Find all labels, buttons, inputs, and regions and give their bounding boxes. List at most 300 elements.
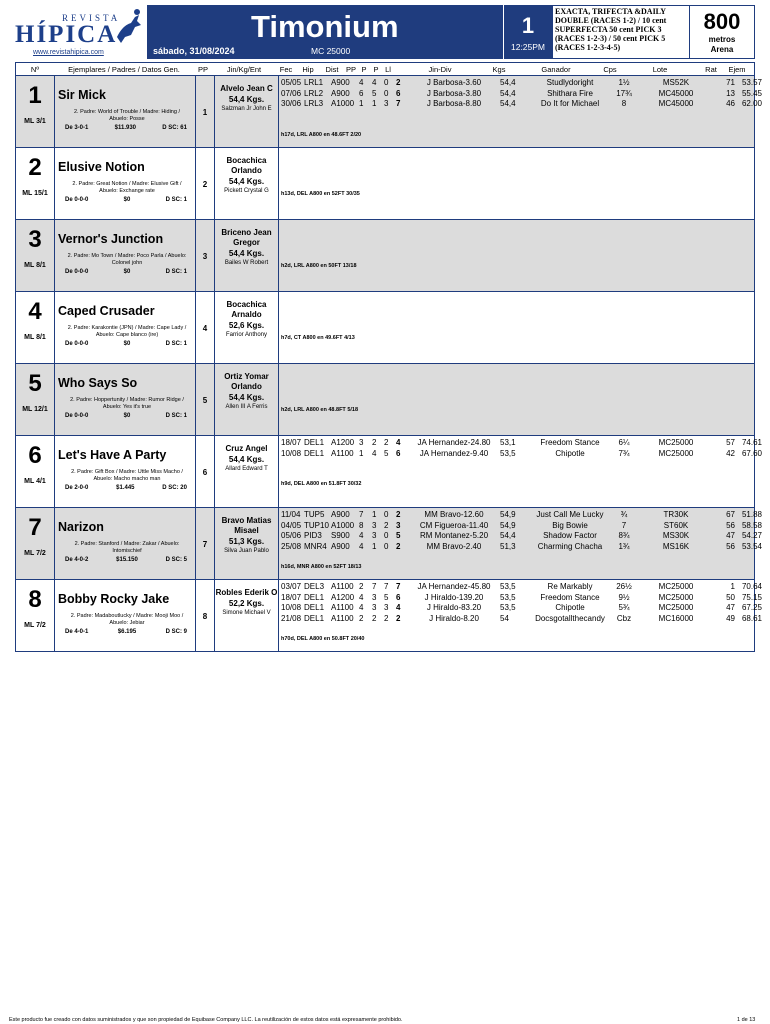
- past-jdiv: MM Bravo-2.40: [426, 541, 482, 551]
- horse-jockey-icon: [113, 7, 145, 47]
- past-ejem: 58.58: [741, 520, 762, 530]
- past-ejem: 67.60: [741, 448, 762, 458]
- starts-record: De 0-0-0: [65, 269, 89, 275]
- past-p1: 3: [372, 531, 377, 540]
- past-ejem: 67.25: [741, 603, 762, 612]
- earnings: $11.930: [114, 125, 136, 131]
- past-performances: [279, 148, 754, 219]
- past-fec: 05/06: [281, 531, 302, 540]
- footer-disclaimer: Este producto fue creado con datos suministrados y que son propiedad de Equibase Company LLC. La reutilización de estos datos está expresamente prohibido.: [9, 1017, 403, 1023]
- days-since: D SC: 1: [165, 413, 187, 419]
- past-fec: 21/08: [281, 613, 302, 623]
- pedigree: 2. Padre: Hoppertunity / Madre: Rumor Ridge / Abuelo: Yes it's true: [70, 397, 184, 410]
- past-jdiv: J Barbosa-3.60: [426, 78, 482, 87]
- past-performance-line: [279, 99, 762, 109]
- past-pp: 3: [359, 438, 364, 447]
- past-hip: DEL1: [304, 603, 325, 612]
- workout-line: h17d, LRL A800 en 48.6FT 2/20: [281, 132, 362, 138]
- distance-unit: metros: [708, 35, 736, 44]
- distance-box: [690, 5, 755, 59]
- past-kgs: 53,5: [500, 582, 516, 591]
- past-gan: Shadow Factor: [543, 531, 597, 540]
- entry-row: [15, 364, 755, 436]
- logo-main-text: HÍPICA: [15, 21, 118, 48]
- days-since: D SC: 9: [165, 629, 187, 635]
- horse-name: Vernor's Junction: [58, 232, 164, 246]
- past-jdiv: J Hiraldo-83.20: [426, 603, 482, 612]
- career-stats: [65, 629, 187, 635]
- morning-line: ML 3/1: [24, 118, 46, 125]
- past-jdiv: CM Figueroa-11.40: [419, 520, 489, 530]
- past-rat: 56: [726, 520, 735, 530]
- program-number-cell: [16, 508, 55, 579]
- past-ll: 2: [396, 613, 401, 623]
- past-ll: 3: [396, 520, 401, 530]
- past-performance-line: [279, 582, 762, 592]
- past-p1: 4: [372, 78, 377, 87]
- program-number: 6: [28, 442, 42, 469]
- starts-record: De 0-0-0: [65, 197, 89, 203]
- past-fec: 04/05: [281, 520, 302, 530]
- program-number-cell: [16, 580, 55, 651]
- past-p2: 5: [384, 592, 389, 602]
- past-p2: 0: [384, 531, 389, 540]
- past-fec: 10/08: [281, 448, 302, 458]
- past-hip: DEL1: [304, 613, 325, 623]
- pedigree: 2. Padre: Karakontie (JPN) / Madre: Cape Lady / Abuelo: Cape blanco (ire): [67, 325, 187, 338]
- earnings: $6.195: [117, 629, 137, 635]
- workout-line: h9d, DEL A800 en 51.8FT 30/32: [281, 481, 362, 487]
- days-since: D SC: 61: [162, 125, 187, 131]
- col-p2: P: [373, 65, 379, 74]
- past-fec: 18/07: [281, 592, 302, 602]
- past-kgs: 54,4: [500, 531, 516, 540]
- morning-line: ML 4/1: [24, 478, 46, 485]
- col-pp2: PP: [345, 65, 356, 74]
- past-performances: [279, 364, 754, 435]
- career-stats: [65, 557, 187, 563]
- program-number: 5: [28, 370, 42, 397]
- past-p2: 3: [384, 603, 389, 612]
- past-ll: 4: [396, 438, 401, 447]
- past-hip: MNR4: [304, 541, 327, 551]
- col-ejem: Ejem: [728, 65, 746, 74]
- past-dist: A1200: [331, 592, 355, 602]
- carried-weight: 54,4 Kgs.: [228, 249, 265, 258]
- past-kgs: 54,9: [500, 510, 516, 519]
- wagering-info: EXACTA, TRIFECTA &DAILY DOUBLE (RACES 1-2) / 10 cent SUPERFECTA 50 cent PICK 3 (RACES 1-2-3) / 50 cent PICK 5 (RACES 1-2-3-4-5): [552, 5, 690, 59]
- col-cps: Cps: [603, 65, 617, 74]
- past-kgs: 53,5: [500, 603, 516, 612]
- carried-weight: 52,2 Kgs.: [228, 599, 265, 608]
- logo-url-link[interactable]: www.revistahipica.com: [33, 49, 104, 56]
- program-number: 2: [28, 154, 42, 181]
- past-performances: [279, 436, 762, 507]
- past-ejem: 62.00: [741, 99, 762, 108]
- past-rat: 47: [726, 531, 735, 540]
- starts-record: De 2-0-0: [65, 485, 89, 491]
- jockey-name: Cruz Angel: [225, 444, 268, 453]
- post-position-cell: [196, 508, 215, 579]
- past-gan: Freedom Stance: [540, 438, 600, 447]
- past-ejem: 70.64: [741, 582, 762, 591]
- workout-line: h70d, DEL A800 en 50.8FT 20/40: [281, 636, 365, 642]
- past-p1: 3: [372, 592, 377, 602]
- past-gan: Chipotle: [555, 603, 585, 612]
- past-jdiv: RM Montanez-5.20: [419, 531, 489, 540]
- post-position: 2: [202, 180, 208, 189]
- past-p2: 2: [384, 613, 389, 623]
- jockey-cell: [215, 436, 279, 507]
- past-p1: 4: [372, 448, 377, 458]
- past-p2: 7: [384, 582, 389, 591]
- past-lote: MC25000: [658, 438, 694, 447]
- past-performance-line: [279, 613, 762, 624]
- past-performances: [279, 292, 754, 363]
- past-ejem: 51.88: [741, 510, 762, 519]
- col-kgs: Kgs: [492, 65, 506, 74]
- col-ll: Ll: [385, 65, 391, 74]
- program-number: 8: [28, 586, 42, 613]
- col-dist: Dist: [325, 65, 339, 74]
- past-gan: Just Call Me Lucky: [536, 510, 604, 519]
- post-position-cell: [196, 292, 215, 363]
- program-number: 7: [28, 514, 42, 541]
- past-hip: DEL1: [304, 592, 325, 602]
- past-cps: 7: [621, 520, 627, 530]
- horse-name: Elusive Notion: [58, 160, 145, 174]
- past-ejem: 53.54: [741, 541, 762, 551]
- starts-record: De 4-0-1: [65, 629, 89, 635]
- post-position: 7: [202, 540, 208, 549]
- past-performance-line: [279, 603, 762, 613]
- col-lote: Lote: [652, 65, 668, 74]
- past-performances: [279, 76, 762, 147]
- earnings: $1.445: [116, 485, 135, 491]
- horse-cell: [55, 76, 196, 147]
- past-dist: A1100: [331, 448, 354, 458]
- past-p2: 0: [384, 541, 389, 551]
- horse-cell: [55, 436, 196, 507]
- career-stats: [65, 341, 187, 347]
- past-cps: 8¾: [618, 531, 630, 540]
- past-rat: 71: [726, 78, 735, 87]
- program-number-cell: [16, 292, 55, 363]
- post-time: 12:25PM: [510, 42, 546, 52]
- past-pp: 1: [359, 99, 364, 108]
- jockey-name: Bravo Matias Misael: [221, 516, 272, 535]
- past-p1: 3: [372, 520, 377, 530]
- past-cps: 1¾: [618, 541, 630, 551]
- past-jdiv: J Barbosa-3.80: [426, 88, 482, 98]
- past-ll: 5: [396, 531, 401, 540]
- carried-weight: 54,4 Kgs.: [228, 393, 265, 402]
- past-performances: [279, 508, 762, 579]
- past-lote: MC25000: [658, 603, 694, 612]
- workout-line: h2d, LRL A800 en 48.8FT 5/18: [281, 407, 359, 413]
- past-pp: 8: [359, 520, 364, 530]
- past-p2: 2: [384, 438, 389, 447]
- earnings: $15.150: [116, 557, 138, 563]
- distance-value: 800: [703, 9, 741, 34]
- horse-cell: [55, 292, 196, 363]
- carried-weight: 54,4 Kgs.: [228, 455, 265, 464]
- past-jdiv: J Hiraldo-8.20: [429, 613, 479, 623]
- post-position-cell: [196, 220, 215, 291]
- past-pp: 2: [359, 613, 364, 623]
- past-performance-line: [279, 531, 762, 541]
- program-number: 4: [28, 298, 42, 325]
- jockey-cell: [215, 292, 279, 363]
- workout-line: h16d, MNR A800 en 52FT 18/13: [281, 564, 362, 570]
- past-pp: 1: [359, 448, 364, 458]
- workout-line: h7d, CT A800 en 49.6FT 4/13: [281, 335, 355, 341]
- past-fec: 03/07: [281, 582, 302, 591]
- program-number: 1: [28, 82, 42, 109]
- days-since: D SC: 1: [165, 269, 187, 275]
- jockey-name: Ortiz Yomar Orlando: [224, 372, 269, 391]
- jockey-cell: [215, 148, 279, 219]
- morning-line: ML 15/1: [22, 190, 48, 197]
- starts-record: De 0-0-0: [65, 413, 89, 419]
- past-cps: 26½: [616, 582, 632, 591]
- post-position-cell: [196, 148, 215, 219]
- past-gan: Shithara Fire: [547, 88, 593, 98]
- past-jdiv: JA Hernandez-45.80: [417, 582, 491, 591]
- race-conditions: MC 25000: [311, 46, 351, 56]
- past-lote: MS52K: [662, 78, 690, 87]
- carried-weight: 51,3 Kgs.: [228, 537, 265, 546]
- past-hip: DEL1: [304, 438, 325, 447]
- earnings: $0: [123, 269, 131, 275]
- program-number-cell: [16, 220, 55, 291]
- past-lote: MS30K: [662, 531, 690, 540]
- past-cps: 7¾: [618, 448, 630, 458]
- entry-row: [15, 148, 755, 220]
- horse-name: Narizon: [58, 520, 104, 534]
- past-dist: A1100: [331, 582, 354, 591]
- past-performance-line: [279, 448, 762, 459]
- past-pp: 4: [359, 531, 364, 540]
- past-hip: PID3: [304, 531, 322, 540]
- horse-cell: [55, 580, 196, 651]
- jockey-cell: [215, 508, 279, 579]
- past-ll: 4: [396, 603, 401, 612]
- past-fec: 11/04: [281, 510, 301, 519]
- program-number: 3: [28, 226, 42, 253]
- past-rat: 1: [730, 582, 735, 591]
- trainer-name: Farrior Anthony: [225, 332, 268, 338]
- entry-row: [15, 220, 755, 292]
- horse-name: Bobby Rocky Jake: [58, 592, 170, 606]
- past-p1: 1: [372, 99, 377, 108]
- past-hip: TUP10: [304, 520, 329, 530]
- program-number-cell: [16, 76, 55, 147]
- col-horse: Ejemplares / Padres / Datos Gen.: [68, 65, 180, 74]
- entry-row: [15, 76, 762, 148]
- past-lote: MC45000: [658, 99, 694, 108]
- past-fec: 10/08: [281, 603, 302, 612]
- career-stats: [65, 197, 187, 203]
- past-jdiv: MM Bravo-12.60: [424, 510, 484, 519]
- past-rat: 46: [726, 99, 735, 108]
- past-p1: 7: [372, 582, 377, 591]
- past-kgs: 54,4: [500, 88, 516, 98]
- past-cps: 9½: [618, 592, 630, 602]
- post-position: 6: [202, 468, 208, 477]
- horse-cell: [55, 364, 196, 435]
- post-position: 1: [202, 108, 208, 117]
- jockey-name: Briceno Jean Gregor: [221, 228, 272, 247]
- earnings: $0: [123, 341, 131, 347]
- past-gan: Freedom Stance: [540, 592, 600, 602]
- program-number-cell: [16, 148, 55, 219]
- past-ll: 6: [396, 88, 401, 98]
- pedigree: 2. Padre: Stanford / Madre: Zakar / Abuelo: Intomischief: [74, 541, 180, 554]
- horse-name: Caped Crusader: [58, 304, 155, 318]
- past-rat: 56: [726, 541, 735, 551]
- morning-line: ML 12/1: [22, 406, 48, 413]
- past-kgs: 54,9: [500, 520, 516, 530]
- past-p1: 3: [372, 603, 377, 612]
- entries-body: [15, 76, 762, 652]
- days-since: D SC: 1: [165, 341, 187, 347]
- past-performance-line: [279, 510, 762, 520]
- morning-line: ML 7/2: [24, 550, 46, 557]
- past-ll: 2: [396, 510, 401, 519]
- horse-cell: [55, 220, 196, 291]
- trainer-name: Silva Juan Pablo: [224, 548, 269, 554]
- past-ejem: 74.61: [741, 438, 762, 447]
- past-ll: 7: [396, 582, 401, 591]
- col-jockey: Jin/Kg/Ent: [226, 65, 262, 74]
- past-performance-line: [279, 520, 762, 531]
- past-hip: DEL1: [304, 448, 325, 458]
- past-p2: 3: [384, 99, 389, 108]
- past-performances: [279, 220, 754, 291]
- past-p1: 1: [372, 541, 377, 551]
- past-pp: 4: [359, 592, 364, 602]
- past-dist: A1000: [331, 99, 355, 108]
- workout-line: h13d, DEL A800 en 52FT 30/35: [281, 191, 360, 197]
- starts-record: De 4-0-2: [65, 557, 89, 563]
- past-cps: 1½: [618, 78, 630, 87]
- jockey-cell: [215, 220, 279, 291]
- carried-weight: 52,6 Kgs.: [228, 321, 265, 330]
- horse-name: Let's Have A Party: [58, 448, 167, 462]
- post-position: 5: [202, 396, 208, 405]
- col-pp: PP: [197, 65, 208, 74]
- past-lote: TR30K: [663, 510, 689, 519]
- past-ejem: 53.57: [741, 78, 762, 87]
- days-since: D SC: 1: [165, 197, 187, 203]
- col-fec: Fec: [279, 65, 293, 74]
- trainer-name: Allen III A Ferris: [225, 404, 268, 410]
- past-p2: 5: [384, 448, 389, 458]
- past-p1: 2: [372, 438, 377, 447]
- past-ll: 6: [396, 592, 401, 602]
- past-kgs: 54: [500, 613, 509, 623]
- past-hip: DEL3: [304, 582, 325, 591]
- past-ll: 7: [396, 99, 401, 108]
- earnings: $0: [123, 197, 131, 203]
- surface: Arena: [710, 45, 734, 54]
- past-gan: Charming Chacha: [537, 541, 603, 551]
- workout-line: h2d, LRL A800 en 50FT 13/18: [281, 263, 357, 269]
- jockey-name: Bocachica Arnaldo: [226, 300, 267, 319]
- race-number: 1: [521, 13, 535, 38]
- morning-line: ML 8/1: [24, 262, 46, 269]
- career-stats: [65, 485, 187, 491]
- past-p2: 0: [384, 88, 389, 98]
- trainer-name: Pickett Crystal G: [224, 188, 269, 194]
- trainer-name: Salzman Jr John E: [221, 106, 272, 112]
- entry-row: [15, 292, 755, 364]
- past-lote: MC25000: [658, 448, 694, 458]
- past-kgs: 54,4: [500, 99, 516, 108]
- past-performance-line: [279, 592, 762, 603]
- pedigree: 2. Padre: Gift Box / Madre: Uttle Miss Macho / Abuelo: Macho macho man: [71, 469, 183, 482]
- past-performance-line: [279, 541, 762, 552]
- past-performance-line: [279, 438, 762, 448]
- past-rat: 47: [726, 603, 735, 612]
- past-ejem: 55.45: [741, 88, 762, 98]
- col-hip: Hip: [302, 65, 314, 74]
- past-ll: 6: [396, 448, 401, 458]
- revista-hipica-logo: [15, 5, 147, 59]
- post-position-cell: [196, 580, 215, 651]
- past-p1: 2: [372, 613, 377, 623]
- past-gan: Docsgotallthecandy: [535, 613, 605, 623]
- jockey-cell: [215, 364, 279, 435]
- footer-page-number: 1 de 13: [737, 1017, 756, 1023]
- past-fec: 30/06: [281, 99, 302, 108]
- jockey-name: Alvelo Jean C: [220, 84, 273, 93]
- past-pp: 4: [359, 78, 364, 87]
- track-name: Timonium: [251, 9, 399, 44]
- past-p1: 1: [372, 510, 377, 519]
- past-p2: 0: [384, 78, 389, 87]
- past-hip: TUP5: [304, 510, 325, 519]
- past-cps: ¾: [620, 510, 628, 519]
- program-number-cell: [16, 436, 55, 507]
- past-dist: A1100: [331, 613, 354, 623]
- program-number-cell: [16, 364, 55, 435]
- past-fec: 18/07: [281, 438, 302, 447]
- column-header-row: [15, 62, 755, 76]
- past-performance-line: [279, 88, 762, 99]
- jockey-cell: [215, 580, 279, 651]
- past-gan: Re Markably: [547, 582, 593, 591]
- col-jdiv: Jin-Div: [428, 65, 452, 74]
- past-rat: 42: [726, 448, 735, 458]
- past-kgs: 53,1: [500, 438, 516, 447]
- jockey-cell: [215, 76, 279, 147]
- past-pp: 6: [359, 88, 364, 98]
- past-lote: MC45000: [658, 88, 694, 98]
- col-ganador: Ganador: [541, 65, 571, 74]
- race-date: sábado, 31/08/2024: [153, 46, 235, 56]
- col-p1: P: [361, 65, 367, 74]
- jockey-name: Robles Ederik O: [215, 588, 278, 597]
- past-lote: ST60K: [663, 520, 689, 530]
- past-kgs: 51,3: [500, 541, 516, 551]
- horse-cell: [55, 508, 196, 579]
- past-kgs: 53,5: [500, 592, 516, 602]
- past-rat: 49: [726, 613, 735, 623]
- past-rat: 57: [726, 438, 735, 447]
- past-pp: 2: [359, 582, 364, 591]
